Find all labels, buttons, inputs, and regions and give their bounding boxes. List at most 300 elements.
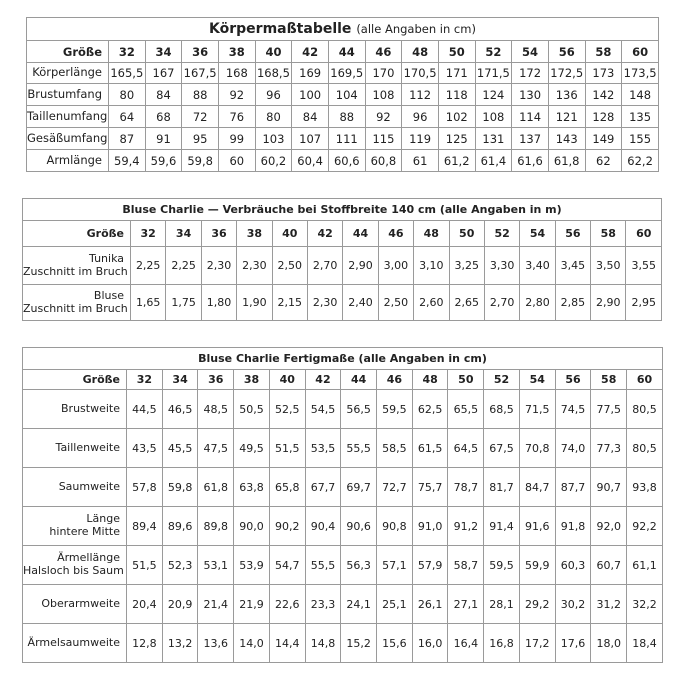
value-cell: 44,5 [127,390,163,429]
size-header-cell: 60 [627,370,663,390]
value-cell: 24,1 [341,585,377,624]
size-header-cell: 46 [377,370,413,390]
value-cell: 48,5 [198,390,234,429]
value-cell: 2,25 [131,247,166,285]
row-label-line: Zuschnitt im Bruch [23,264,128,278]
value-cell: 1,65 [131,285,166,321]
value-cell: 80 [109,84,146,106]
value-cell: 59,9 [519,546,555,585]
value-cell: 84 [292,106,329,128]
value-cell: 65,5 [448,390,484,429]
value-cell: 91,2 [448,507,484,546]
value-cell: 70,8 [519,429,555,468]
size-header-cell: 36 [182,41,219,63]
value-cell: 104 [328,84,365,106]
value-cell: 14,0 [234,624,270,663]
size-header-label: Größe [23,221,131,247]
row-label [23,546,127,585]
value-cell: 55,5 [341,429,377,468]
size-header-label: Größe [23,370,127,390]
value-cell: 169 [292,63,329,84]
value-cell: 75,7 [412,468,448,507]
value-cell: 2,15 [272,285,307,321]
size-header-cell: 50 [448,370,484,390]
value-cell: 2,30 [201,247,236,285]
value-cell: 2,70 [307,247,342,285]
value-cell: 148 [622,84,659,106]
value-cell: 31,2 [591,585,627,624]
value-cell: 2,80 [520,285,555,321]
row-label-line: Halsloch bis Saum [23,564,124,577]
value-cell: 170,5 [402,63,439,84]
value-cell: 53,5 [305,429,341,468]
value-cell: 67,5 [484,429,520,468]
table-title-text: Bluse Charlie Fertigmaße (alle Angaben in cm) [198,352,487,365]
value-cell: 155 [622,128,659,150]
value-cell: 62,2 [622,150,659,172]
value-cell: 168 [218,63,255,84]
value-cell: 29,2 [519,585,555,624]
value-cell: 2,40 [343,285,378,321]
value-cell: 107 [292,128,329,150]
value-cell: 121 [548,106,585,128]
row-label [23,390,127,429]
value-cell: 74,5 [555,390,591,429]
body-measurements-table [26,17,659,172]
value-cell: 128 [585,106,622,128]
value-cell: 61,8 [198,468,234,507]
table-body [23,390,663,663]
row-label-line: Bluse [93,288,124,302]
row-label-line: Ärmelsaumweite [27,635,120,649]
size-header-cell: 44 [343,221,378,247]
value-cell: 3,45 [555,247,590,285]
value-cell: 57,8 [127,468,163,507]
size-header-cell: 38 [237,221,272,247]
value-cell: 77,3 [591,429,627,468]
value-cell: 54,5 [305,390,341,429]
size-header-cell: 58 [591,221,626,247]
size-header-cell: 42 [307,221,342,247]
size-header-cell: 48 [402,41,439,63]
value-cell: 21,9 [234,585,270,624]
row-label-line: Gesäßumfang [27,130,108,145]
size-header-cell: 52 [484,370,520,390]
row-label-line: hintere Mitte [49,525,120,538]
value-cell: 171 [438,63,475,84]
value-cell: 149 [585,128,622,150]
value-cell: 2,65 [449,285,484,321]
value-cell: 95 [182,128,219,150]
size-header-cell: 32 [109,41,146,63]
value-cell: 142 [585,84,622,106]
size-header-cell: 36 [198,370,234,390]
value-cell: 119 [402,128,439,150]
value-cell: 90,7 [591,468,627,507]
value-cell: 55,5 [305,546,341,585]
value-cell: 61,6 [512,150,549,172]
value-cell: 21,4 [198,585,234,624]
size-header-cell: 48 [414,221,449,247]
value-cell: 3,50 [591,247,626,285]
table-row [23,285,662,321]
row-label-line: Körperlänge [32,65,102,80]
table-row [23,546,663,585]
value-cell: 64,5 [448,429,484,468]
table-row [23,507,663,546]
value-cell: 16,8 [484,624,520,663]
value-cell: 60,8 [365,150,402,172]
value-cell: 96 [255,84,292,106]
row-label [27,128,109,150]
size-header-cell: 56 [555,370,591,390]
table-row [23,247,662,285]
value-cell: 50,5 [234,390,270,429]
value-cell: 89,4 [127,507,163,546]
value-cell: 99 [218,128,255,150]
value-cell: 3,00 [378,247,413,285]
size-header-cell: 42 [305,370,341,390]
value-cell: 28,1 [484,585,520,624]
value-cell: 108 [365,84,402,106]
value-cell: 2,85 [555,285,590,321]
row-label [27,63,109,84]
value-cell: 124 [475,84,512,106]
value-cell: 84 [145,84,182,106]
table-row [23,390,663,429]
value-cell: 171,5 [475,63,512,84]
value-cell: 63,8 [234,468,270,507]
row-label [23,585,127,624]
size-header-cell: 54 [520,221,555,247]
value-cell: 114 [512,106,549,128]
value-cell: 167,5 [182,63,219,84]
size-header-cell: 36 [201,221,236,247]
size-header-label: Größe [27,41,109,63]
row-label [23,468,127,507]
value-cell: 30,2 [555,585,591,624]
row-label-line: Taillenweite [55,440,120,454]
value-cell: 100 [292,84,329,106]
value-cell: 80,5 [627,390,663,429]
row-label-line: Brustweite [61,401,120,415]
value-cell: 59,5 [377,390,413,429]
value-cell: 131 [475,128,512,150]
value-cell: 91,8 [555,507,591,546]
table-row [23,585,663,624]
value-cell: 68 [145,106,182,128]
value-cell: 80 [255,106,292,128]
value-cell: 59,5 [484,546,520,585]
table-row [27,84,659,106]
value-cell: 2,90 [591,285,626,321]
value-cell: 3,55 [626,247,662,285]
value-cell: 2,25 [166,247,201,285]
value-cell: 17,2 [519,624,555,663]
value-cell: 60,6 [328,150,365,172]
value-cell: 61,5 [412,429,448,468]
value-cell: 92,0 [591,507,627,546]
table-row [23,429,663,468]
value-cell: 60,4 [292,150,329,172]
value-cell: 13,2 [162,624,198,663]
value-cell: 51,5 [127,546,163,585]
value-cell: 65,8 [269,468,305,507]
value-cell: 135 [622,106,659,128]
size-header-cell: 56 [548,41,585,63]
value-cell: 173,5 [622,63,659,84]
value-cell: 17,6 [555,624,591,663]
value-cell: 18,4 [627,624,663,663]
row-label-line: Armlänge [46,152,102,167]
value-cell: 72 [182,106,219,128]
size-header-cell: 56 [555,221,590,247]
size-header-cell: 46 [378,221,413,247]
value-cell: 72,7 [377,468,413,507]
value-cell: 92 [365,106,402,128]
value-cell: 170 [365,63,402,84]
row-label-line: Brustumfang [27,86,102,101]
value-cell: 130 [512,84,549,106]
size-header-cell: 52 [475,41,512,63]
table-title [23,199,662,221]
table-row [27,106,659,128]
row-label-line: Ärmellänge [57,551,120,565]
value-cell: 112 [402,84,439,106]
fabric-usage-table [22,198,662,321]
value-cell: 3,40 [520,247,555,285]
size-header-row [27,41,659,63]
value-cell: 88 [328,106,365,128]
value-cell: 26,1 [412,585,448,624]
size-header-cell: 48 [412,370,448,390]
value-cell: 32,2 [627,585,663,624]
value-cell: 52,5 [269,390,305,429]
table-title-text: Bluse Charlie — Verbräuche bei Stoffbreite 140 cm (alle Angaben in m) [122,203,562,216]
value-cell: 60,3 [555,546,591,585]
table-row [23,468,663,507]
value-cell: 143 [548,128,585,150]
value-cell: 76 [218,106,255,128]
value-cell: 53,1 [198,546,234,585]
value-cell: 93,8 [627,468,663,507]
finished-measurements-table [22,347,663,663]
row-label-line: Tunika [89,251,124,265]
value-cell: 87 [109,128,146,150]
value-cell: 47,5 [198,429,234,468]
row-label [23,285,131,321]
value-cell: 2,90 [343,247,378,285]
size-header-cell: 34 [145,41,182,63]
value-cell: 67,7 [305,468,341,507]
size-header-cell: 54 [519,370,555,390]
row-label-line: Länge [86,512,120,526]
value-cell: 167 [145,63,182,84]
size-header-cell: 40 [269,370,305,390]
value-cell: 87,7 [555,468,591,507]
value-cell: 1,75 [166,285,201,321]
value-cell: 88 [182,84,219,106]
size-header-cell: 58 [591,370,627,390]
value-cell: 168,5 [255,63,292,84]
size-header-row [23,370,663,390]
value-cell: 90,4 [305,507,341,546]
size-header-cell: 60 [626,221,662,247]
value-cell: 78,7 [448,468,484,507]
value-cell: 23,3 [305,585,341,624]
table-row [23,624,663,663]
row-label-line: Zuschnitt im Bruch [23,301,128,315]
value-cell: 96 [402,106,439,128]
table-body [23,247,662,321]
size-header-cell: 38 [234,370,270,390]
value-cell: 1,90 [237,285,272,321]
value-cell: 125 [438,128,475,150]
row-label-line: Oberarmweite [41,596,120,610]
value-cell: 1,80 [201,285,236,321]
size-header-cell: 40 [272,221,307,247]
row-label [23,507,127,546]
value-cell: 3,30 [484,247,519,285]
value-cell: 56,3 [341,546,377,585]
table-title-unit: (alle Angaben in cm) [356,22,476,36]
value-cell: 62 [585,150,622,172]
value-cell: 60,2 [255,150,292,172]
row-label [27,150,109,172]
size-header-cell: 42 [292,41,329,63]
value-cell: 3,25 [449,247,484,285]
row-label [23,624,127,663]
value-cell: 80,5 [627,429,663,468]
value-cell: 16,0 [412,624,448,663]
size-header-cell: 50 [438,41,475,63]
value-cell: 59,8 [182,150,219,172]
value-cell: 91 [145,128,182,150]
value-cell: 56,5 [341,390,377,429]
size-header-cell: 60 [622,41,659,63]
value-cell: 92,2 [627,507,663,546]
value-cell: 81,7 [484,468,520,507]
value-cell: 90,2 [269,507,305,546]
table-body [27,63,659,172]
value-cell: 91,6 [519,507,555,546]
value-cell: 71,5 [519,390,555,429]
row-label [23,247,131,285]
value-cell: 52,3 [162,546,198,585]
value-cell: 111 [328,128,365,150]
value-cell: 69,7 [341,468,377,507]
value-cell: 3,10 [414,247,449,285]
value-cell: 64 [109,106,146,128]
value-cell: 20,4 [127,585,163,624]
size-header-cell: 40 [255,41,292,63]
size-header-row [23,221,662,247]
value-cell: 137 [512,128,549,150]
value-cell: 59,4 [109,150,146,172]
size-header-cell: 44 [328,41,365,63]
value-cell: 62,5 [412,390,448,429]
value-cell: 68,5 [484,390,520,429]
value-cell: 49,5 [234,429,270,468]
size-header-cell: 52 [484,221,519,247]
value-cell: 77,5 [591,390,627,429]
value-cell: 61,4 [475,150,512,172]
value-cell: 13,6 [198,624,234,663]
value-cell: 92 [218,84,255,106]
value-cell: 90,6 [341,507,377,546]
size-header-cell: 58 [585,41,622,63]
value-cell: 53,9 [234,546,270,585]
value-cell: 58,7 [448,546,484,585]
value-cell: 45,5 [162,429,198,468]
value-cell: 118 [438,84,475,106]
value-cell: 43,5 [127,429,163,468]
value-cell: 46,5 [162,390,198,429]
value-cell: 91,4 [484,507,520,546]
size-header-cell: 44 [341,370,377,390]
value-cell: 51,5 [269,429,305,468]
value-cell: 91,0 [412,507,448,546]
value-cell: 12,8 [127,624,163,663]
value-cell: 27,1 [448,585,484,624]
value-cell: 60,7 [591,546,627,585]
value-cell: 58,5 [377,429,413,468]
row-label-line: Saumweite [58,479,120,493]
value-cell: 14,4 [269,624,305,663]
table-title [27,18,659,41]
value-cell: 15,2 [341,624,377,663]
table-row [27,128,659,150]
table-title-text: Körpermaßtabelle [209,21,352,37]
value-cell: 89,6 [162,507,198,546]
value-cell: 61,1 [627,546,663,585]
row-label-line: Taillenumfang [27,108,108,123]
value-cell: 103 [255,128,292,150]
size-header-cell: 32 [127,370,163,390]
value-cell: 14,8 [305,624,341,663]
value-cell: 15,6 [377,624,413,663]
value-cell: 61,8 [548,150,585,172]
value-cell: 165,5 [109,63,146,84]
table-row [27,63,659,84]
table-row [27,150,659,172]
value-cell: 18,0 [591,624,627,663]
value-cell: 84,7 [519,468,555,507]
size-header-cell: 54 [512,41,549,63]
size-header-cell: 46 [365,41,402,63]
value-cell: 172 [512,63,549,84]
value-cell: 2,30 [307,285,342,321]
value-cell: 173 [585,63,622,84]
size-header-cell: 50 [449,221,484,247]
value-cell: 108 [475,106,512,128]
value-cell: 89,8 [198,507,234,546]
value-cell: 169,5 [328,63,365,84]
value-cell: 2,50 [272,247,307,285]
value-cell: 61,2 [438,150,475,172]
value-cell: 20,9 [162,585,198,624]
value-cell: 22,6 [269,585,305,624]
value-cell: 172,5 [548,63,585,84]
value-cell: 60 [218,150,255,172]
size-header-cell: 34 [166,221,201,247]
value-cell: 54,7 [269,546,305,585]
value-cell: 115 [365,128,402,150]
row-label [23,429,127,468]
value-cell: 59,8 [162,468,198,507]
size-header-cell: 38 [218,41,255,63]
value-cell: 57,1 [377,546,413,585]
